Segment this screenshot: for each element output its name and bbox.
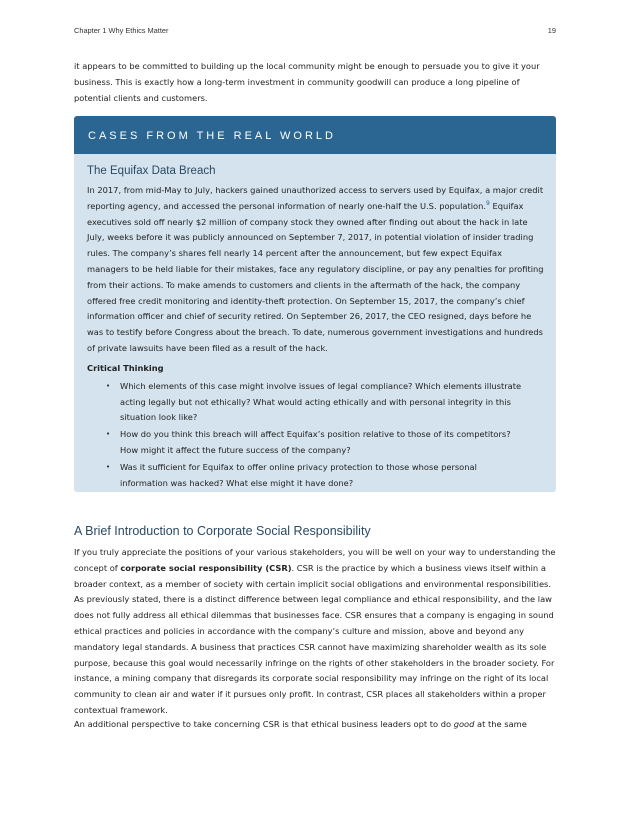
csr-paragraph (74, 545, 556, 719)
key-term: corporate social responsibility (CSR) (120, 562, 292, 573)
footnote-link[interactable]: 9 (486, 199, 490, 207)
question-item: • Was it sufficient for Equifax to offer online privacy protection to those whose personal information was hacked? What else might it have done? (120, 460, 546, 492)
critical-thinking-list (87, 379, 546, 492)
critical-thinking-heading: Critical Thinking (87, 362, 164, 373)
question-item: • How do you think this breach will affect Equifax’s position relative to those of its competitors? How might it affect the future success of the company? (120, 427, 546, 459)
case-paragraph-part1: In 2017, from mid-May to July, hackers gained unauthorized access to servers used by Equifax, a major credit reporting agency, and accessed the personal information of nearly one-half the U.S. population. (87, 185, 544, 211)
case-content (74, 154, 556, 491)
emphasis-word: good (453, 719, 475, 729)
page-number: 19 (547, 26, 556, 35)
case-feature-box (74, 116, 556, 492)
p2-text-after: at the same (474, 719, 527, 729)
case-banner: CASES FROM THE REAL WORLD (74, 116, 556, 154)
case-paragraph-part2: Equifax executives sold off nearly $2 million of company stock they owned after finding out about the hack in late July, weeks before it was publicly announced on September 7, 2017, in potential violation of insider trading rules. The company’s shares fell nearly 14 percent after the announcement, but few expect Equifax managers to be held liable for their mistakes, face any regulatory discipline, or pay any penalties for profiting from their actions. To make amends to customers and clients in the aftermath of the hack, the company offered free credit monitoring and identity-theft protection. On September 15, 2017, the company’s chief information officer and chief of security retired. On September 26, 2017, the CEO resigned, days before he was to testify before Congress about the breach. To date, numerous government investigations and hundreds of private lawsuits have been filed as a result of the hack. (87, 200, 544, 353)
intro-paragraph: it appears to be committed to building up the local community might be enough to persuade you to give it your business. This is exactly how a long-term investment in community goodwill can produce a long pipeline of potential clients and customers. (74, 61, 540, 103)
page-header (74, 26, 556, 35)
csr-paragraph-2 (74, 717, 556, 733)
case-title: The Equifax Data Breach (87, 165, 216, 177)
section-heading: A Brief Introduction to Corporate Social Responsibility (74, 524, 371, 538)
csr-text-after: . CSR is the practice by which a business views itself within a broader context, as a member of society with certain implicit social obligations and environmental responsibilities. As previously stated, there is a distinct difference between legal compliance and ethical responsibility, and the law does not fully address all ethical dilemmas that businesses face. CSR ensures that a company is engaging in sound ethical practices and policies in accordance with the company’s culture and mission, above and beyond any mandatory legal standards. A business that practices CSR cannot have maximizing shareholder wealth as its sole purpose, because this goal would necessarily infringe on the rights of other stakeholders in the broader society. For instance, a mining company that disregards its corporate social responsibility may infringe on the right of its local community to clean air and water if it pursues only profit. In contrast, CSR places all stakeholders within a proper contextual framework. (74, 562, 555, 715)
p2-text-before: An additional perspective to take concerning CSR is that ethical business leaders opt to do (74, 719, 454, 729)
case-paragraph (87, 183, 546, 357)
csr-text-before: If you truly appreciate the positions of your various stakeholders, you will be well on your way to understanding the concept of (74, 547, 556, 573)
chapter-title: Chapter 1 Why Ethics Matter (74, 26, 169, 35)
question-item: • Which elements of this case might involve issues of legal compliance? Which elements illustrate acting legally but not ethically? What would acting ethically and with personal integrity in this situation look like? (120, 379, 546, 426)
